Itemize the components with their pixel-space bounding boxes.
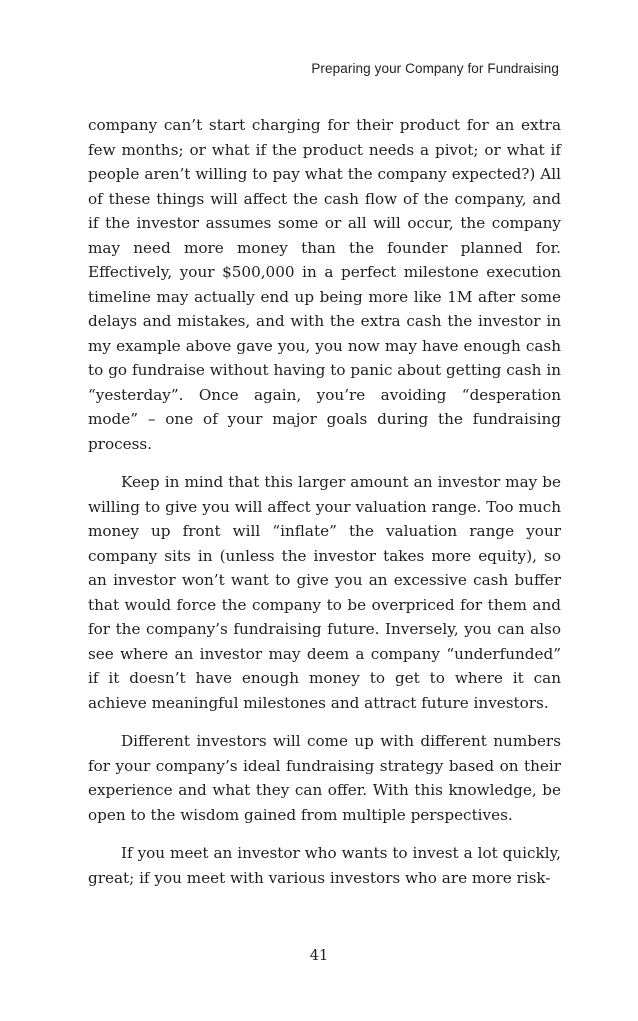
paragraph-continuation: company can’t start charging for their product for an extra few months; or what if the product needs a pivot; or what if people aren’t willing to pay what the company expected?) All of these things will affect the cash flow of the company, and if the investor assumes some or all will occur, the company may need more money than the founder planned for. Effectively, your $500,000 in a perfect milestone execution timeline may actually end up being more like 1M after some delays and mistakes, and with the extra cash the investor in my example above gave you, you now may have enough cash to go fundraise without having to panic about getting cash in “yesterday”. Once again, you’re avoiding “desperation mode” – one of your major goals during the fundraising process. xyxy=(88,116,561,453)
paragraph-different-investors: Different investors will come up with different numbers for your company’s ideal fundraising strategy based on their experience and what they can offer. With this knowledge, be open to the wisdom gained from multiple perspectives. xyxy=(88,732,561,824)
paragraph-valuation-range: Keep in mind that this larger amount an investor may be willing to give you will affect your valuation range. Too much money up front will “inflate” the valuation range your company sits in (unless the investor takes more equity), so an investor won’t want to give you an excessive cash buffer that would force the company to be overpriced for them and for the company’s fundraising future. Inversely, you can also see where an investor may deem a company “underfunded” if it doesn’t have enough money to get to where it can achieve meaningful milestones and attract future investors. xyxy=(88,473,561,712)
paragraph-invest-quickly: If you meet an investor who wants to invest a lot quickly, great; if you meet with various investors who are more risk- xyxy=(88,844,561,887)
page-body xyxy=(88,113,561,904)
page-number: 41 xyxy=(309,948,329,964)
running-header: Preparing your Company for Fundraising xyxy=(311,61,559,76)
